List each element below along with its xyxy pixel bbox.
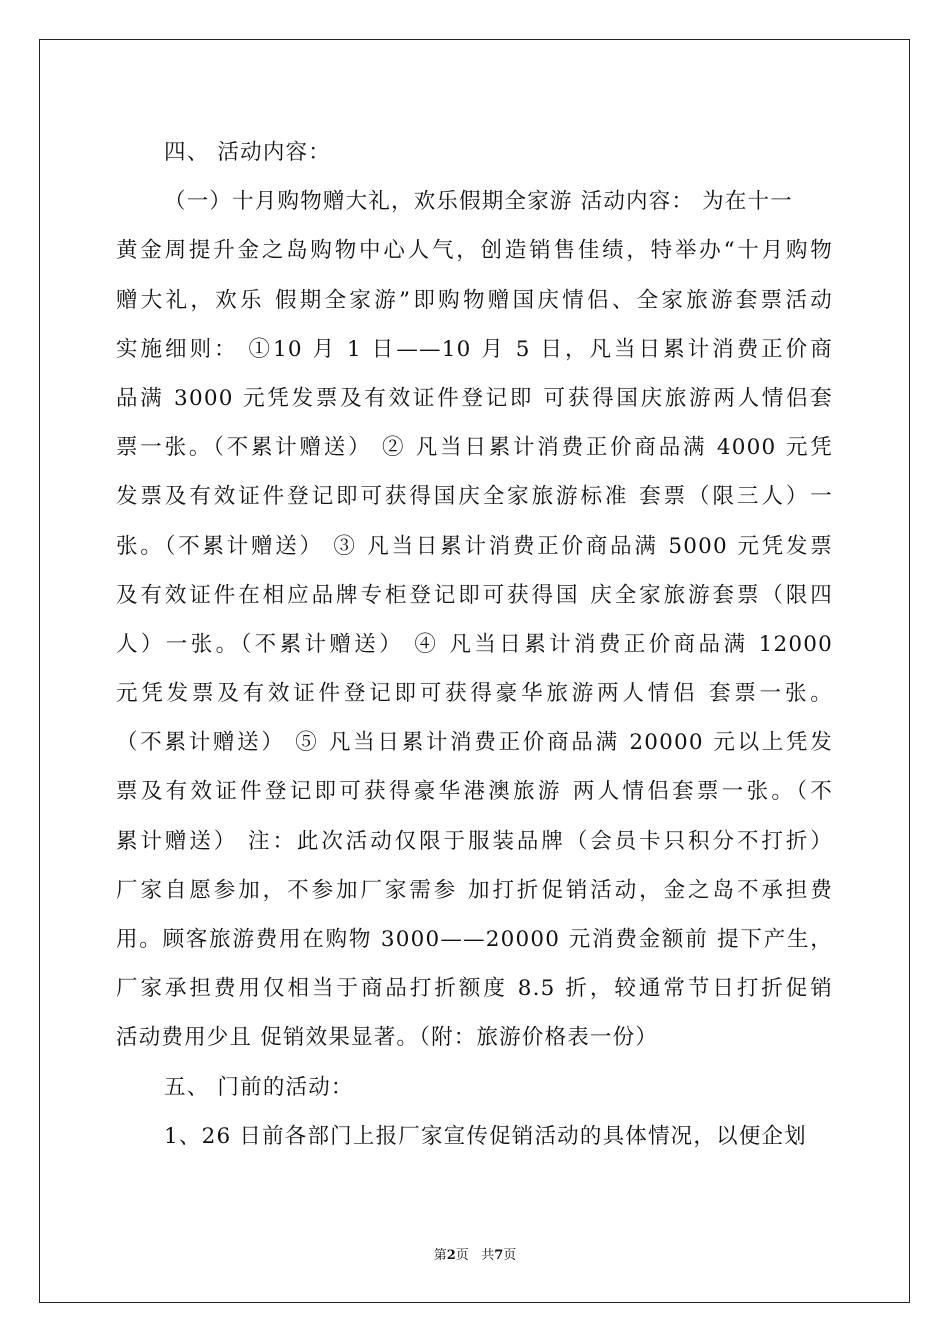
paragraph-line: 张。（不累计赠送） ③ 凡当日累计消费正价商品满 5000 元凭发票 — [116, 533, 833, 559]
paragraph-line: 厂家承担费用仅相当于商品打折额度 8.5 折，较通常节日打折促销 — [116, 976, 833, 1002]
total-pages-number: 7 — [494, 1248, 504, 1263]
paragraph-line: 累计赠送） 注：此次活动仅限于服装品牌（会员卡只积分不打折） — [116, 828, 833, 854]
paragraph-line: 厂家自愿参加，不参加厂家需参 加打折促销活动，金之岛不承担费 — [116, 877, 833, 903]
section-heading-five: 五、 门前的活动： — [164, 1074, 354, 1100]
paragraph-line: （一）十月购物赠大礼，欢乐假期全家游 活动内容： 为在十一 — [164, 189, 793, 215]
document-body — [116, 128, 833, 1161]
paragraph-line: 发票及有效证件登记即可获得国庆全家旅游标准 套票（限三人）一 — [116, 484, 833, 510]
paragraph-line: 及有效证件在相应品牌专柜登记即可获得国 庆全家旅游套票（限四 — [116, 582, 833, 608]
paragraph-line: 1、26 日前各部门上报厂家宣传促销活动的具体情况，以便企划 — [164, 1123, 807, 1149]
paragraph-line: 实施细则： ①10 月 1 日——10 月 5 日，凡当日累计消费正价商 — [116, 336, 833, 362]
current-page-number: 2 — [446, 1248, 456, 1263]
paragraph-line: 元凭发票及有效证件登记即可获得豪华旅游两人情侣 套票一张。 — [116, 681, 833, 707]
paragraph-line: 活动费用少且 促销效果显著。（附：旅游价格表一份） — [116, 1025, 659, 1051]
section-heading-four: 四、 活动内容： — [164, 140, 331, 165]
paragraph-line: 用。顾客旅游费用在购物 3000——20000 元消费金额前 提下产生， — [116, 927, 833, 952]
paragraph-line: 品满 3000 元凭发票及有效证件登记即 可获得国庆旅游两人情侣套 — [116, 385, 833, 411]
paragraph-line: 票及有效证件登记即可获得豪华港澳旅游 两人情侣套票一张。（不 — [116, 779, 833, 805]
paragraph-line: （不累计赠送） ⑤ 凡当日累计消费正价商品满 20000 元以上凭发 — [116, 730, 833, 756]
paragraph-line: 票一张。（不累计赠送） ② 凡当日累计消费正价商品满 4000 元凭 — [116, 435, 833, 461]
page-label-prefix: 第 — [433, 1248, 447, 1263]
total-label-suffix: 页 — [503, 1248, 517, 1263]
page-footer — [0, 1244, 950, 1263]
paragraph-line: 人）一张。（不累计赠送） ④ 凡当日累计消费正价商品满 12000 — [116, 631, 833, 657]
total-label-prefix: 共 — [481, 1248, 495, 1263]
paragraph-line: 赠大礼，欢乐 假期全家游”即购物赠国庆情侣、全家旅游套票活动 — [116, 287, 833, 313]
paragraph-line: 黄金周提升金之岛购物中心人气，创造销售佳绩，特举办“十月购物 — [116, 238, 833, 264]
page-label-suffix: 页 — [455, 1248, 469, 1263]
